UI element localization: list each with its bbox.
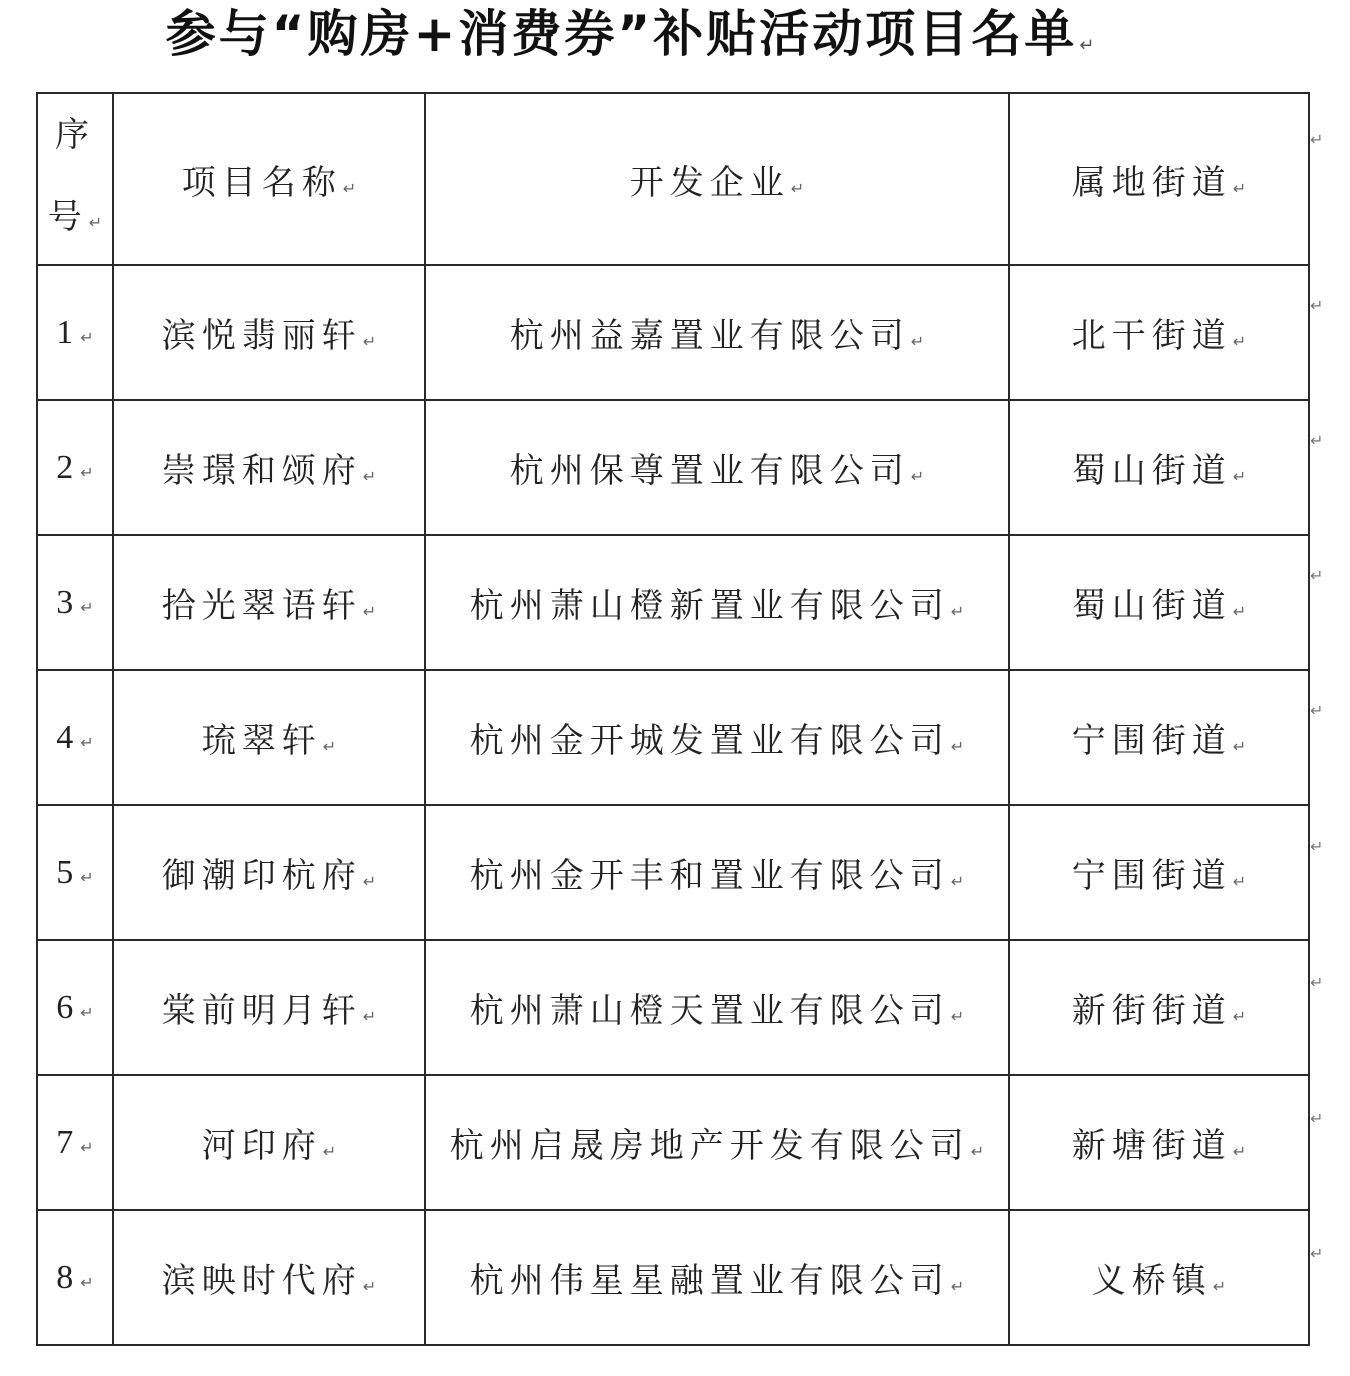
row-project-name — [113, 670, 425, 805]
developer-text: 杭州启晟房地产开发有限公司 — [449, 1126, 970, 1166]
paragraph-mark-icon: ↵ — [1232, 737, 1247, 756]
row-project-name — [113, 940, 425, 1075]
row-seq — [37, 1075, 113, 1210]
project-name-text: 棠前明月轩 — [161, 991, 362, 1031]
row-seq — [37, 670, 113, 805]
header-name — [113, 93, 425, 265]
subdistrict-text: 新街街道 — [1071, 991, 1232, 1031]
paragraph-mark-icon: ↵ — [1232, 602, 1247, 621]
row-seq — [37, 805, 113, 940]
paragraph-mark-icon: ↵ — [790, 178, 805, 198]
row-end-mark-icon: ↵ — [1310, 837, 1324, 856]
row-end-mark-icon: ↵ — [1310, 1109, 1324, 1128]
header-seq — [37, 93, 113, 265]
developer-text: 杭州金开丰和置业有限公司 — [469, 856, 950, 896]
paragraph-mark-icon: ↵ — [1079, 35, 1095, 56]
header-subdistrict — [1009, 93, 1309, 265]
paragraph-mark-icon: ↵ — [80, 1272, 94, 1292]
paragraph-mark-icon: ↵ — [910, 332, 925, 351]
row-subdistrict — [1009, 1075, 1309, 1210]
paragraph-mark-icon: ↵ — [1232, 467, 1247, 486]
row-seq — [37, 535, 113, 670]
row-subdistrict — [1009, 805, 1309, 940]
paragraph-mark-icon: ↵ — [322, 1142, 337, 1161]
subdistrict-text: 宁围街道 — [1071, 721, 1232, 761]
paragraph-mark-icon: ↵ — [1232, 1142, 1247, 1161]
row-end-mark-icon: ↵ — [1310, 1244, 1324, 1263]
header-developer — [425, 93, 1009, 265]
table-row — [37, 265, 1309, 400]
document-title — [0, 2, 1260, 78]
row-developer — [425, 805, 1009, 940]
row-project-name — [113, 535, 425, 670]
row-seq-text: 1 — [56, 313, 80, 351]
paragraph-mark-icon: ↵ — [322, 737, 337, 756]
paragraph-mark-icon: ↵ — [80, 327, 94, 347]
paragraph-mark-icon: ↵ — [362, 467, 377, 486]
paragraph-mark-icon: ↵ — [342, 178, 357, 198]
row-seq-text: 4 — [56, 718, 80, 756]
developer-text: 杭州萧山橙新置业有限公司 — [469, 586, 950, 626]
table-row — [37, 1075, 1309, 1210]
row-subdistrict — [1009, 265, 1309, 400]
subdistrict-text: 义桥镇 — [1091, 1261, 1212, 1301]
row-project-name — [113, 265, 425, 400]
row-project-name — [113, 400, 425, 535]
header-seq-line2: 号 — [47, 197, 88, 237]
paragraph-mark-icon: ↵ — [362, 872, 377, 891]
subdistrict-text: 蜀山街道 — [1071, 451, 1232, 491]
paragraph-mark-icon: ↵ — [362, 1007, 377, 1026]
paragraph-mark-icon: ↵ — [362, 602, 377, 621]
paragraph-mark-icon: ↵ — [1232, 1007, 1247, 1026]
paragraph-mark-icon: ↵ — [950, 737, 965, 756]
paragraph-mark-icon: ↵ — [950, 872, 965, 891]
row-seq — [37, 1210, 113, 1345]
subdistrict-text: 宁围街道 — [1071, 856, 1232, 896]
row-developer — [425, 940, 1009, 1075]
header-developer-text: 开发企业 — [629, 162, 790, 203]
row-developer — [425, 535, 1009, 670]
paragraph-mark-icon: ↵ — [950, 1277, 965, 1296]
project-table — [36, 92, 1310, 1346]
project-name-text: 崇璟和颂府 — [161, 451, 362, 491]
subdistrict-text: 北干街道 — [1071, 316, 1232, 356]
row-subdistrict — [1009, 940, 1309, 1075]
subdistrict-text: 新塘街道 — [1071, 1126, 1232, 1166]
project-name-text: 滨悦翡丽轩 — [161, 316, 362, 356]
paragraph-mark-icon: ↵ — [1232, 178, 1247, 198]
table-row — [37, 1210, 1309, 1345]
paragraph-mark-icon: ↵ — [1212, 1277, 1227, 1296]
row-end-mark-icon: ↵ — [1310, 566, 1324, 585]
developer-text: 杭州伟星星融置业有限公司 — [469, 1261, 950, 1301]
row-seq — [37, 940, 113, 1075]
project-name-text: 滨映时代府 — [161, 1261, 362, 1301]
developer-text: 杭州益嘉置业有限公司 — [509, 316, 910, 356]
paragraph-mark-icon: ↵ — [970, 1142, 985, 1161]
table-header-row — [37, 93, 1309, 265]
paragraph-mark-icon: ↵ — [950, 1007, 965, 1026]
paragraph-mark-icon: ↵ — [80, 1002, 94, 1022]
project-name-text: 河印府 — [201, 1126, 322, 1166]
row-subdistrict — [1009, 670, 1309, 805]
row-seq-text: 6 — [56, 988, 80, 1026]
row-end-mark-icon: ↵ — [1310, 431, 1324, 450]
developer-text: 杭州萧山橙天置业有限公司 — [469, 991, 950, 1031]
row-subdistrict — [1009, 400, 1309, 535]
row-seq — [37, 400, 113, 535]
table-row — [37, 805, 1309, 940]
row-seq-text: 7 — [56, 1123, 80, 1161]
paragraph-mark-icon: ↵ — [80, 732, 94, 752]
row-seq-text: 8 — [56, 1258, 80, 1296]
row-subdistrict — [1009, 535, 1309, 670]
row-end-mark-icon: ↵ — [1310, 973, 1324, 992]
developer-text: 杭州保尊置业有限公司 — [509, 451, 910, 491]
row-developer — [425, 1075, 1009, 1210]
row-end-mark-icon: ↵ — [1310, 130, 1324, 149]
paragraph-mark-icon: ↵ — [910, 467, 925, 486]
paragraph-mark-icon: ↵ — [80, 462, 94, 482]
project-name-text: 御潮印杭府 — [161, 856, 362, 896]
row-seq-text: 2 — [56, 448, 80, 486]
row-end-mark-icon: ↵ — [1310, 701, 1324, 720]
row-seq-text: 5 — [56, 853, 80, 891]
paragraph-mark-icon: ↵ — [950, 602, 965, 621]
row-subdistrict — [1009, 1210, 1309, 1345]
project-name-text: 拾光翠语轩 — [161, 586, 362, 626]
title-text: 参与“购房+消费券”补贴活动项目名单 — [165, 5, 1078, 63]
row-developer — [425, 400, 1009, 535]
paragraph-mark-icon: ↵ — [362, 1277, 377, 1296]
table-row — [37, 535, 1309, 670]
paragraph-mark-icon: ↵ — [80, 597, 94, 617]
header-name-text: 项目名称 — [181, 162, 342, 203]
row-developer — [425, 265, 1009, 400]
paragraph-mark-icon: ↵ — [80, 867, 94, 887]
paragraph-mark-icon: ↵ — [362, 332, 377, 351]
table-row — [37, 400, 1309, 535]
paragraph-mark-icon: ↵ — [88, 213, 103, 232]
row-end-mark-icon: ↵ — [1310, 296, 1324, 315]
row-seq-text: 3 — [56, 583, 80, 621]
row-seq — [37, 265, 113, 400]
row-developer — [425, 670, 1009, 805]
row-project-name — [113, 1210, 425, 1345]
row-project-name — [113, 1075, 425, 1210]
project-name-text: 琉翠轩 — [201, 721, 322, 761]
paragraph-mark-icon: ↵ — [80, 1137, 94, 1157]
developer-text: 杭州金开城发置业有限公司 — [469, 721, 950, 761]
table-row — [37, 670, 1309, 805]
row-project-name — [113, 805, 425, 940]
paragraph-mark-icon: ↵ — [1232, 872, 1247, 891]
table-row — [37, 940, 1309, 1075]
subdistrict-text: 蜀山街道 — [1071, 586, 1232, 626]
row-developer — [425, 1210, 1009, 1345]
paragraph-mark-icon: ↵ — [1232, 332, 1247, 351]
header-subdistrict-text: 属地街道 — [1071, 162, 1232, 203]
header-seq-line1: 序 — [55, 115, 95, 155]
